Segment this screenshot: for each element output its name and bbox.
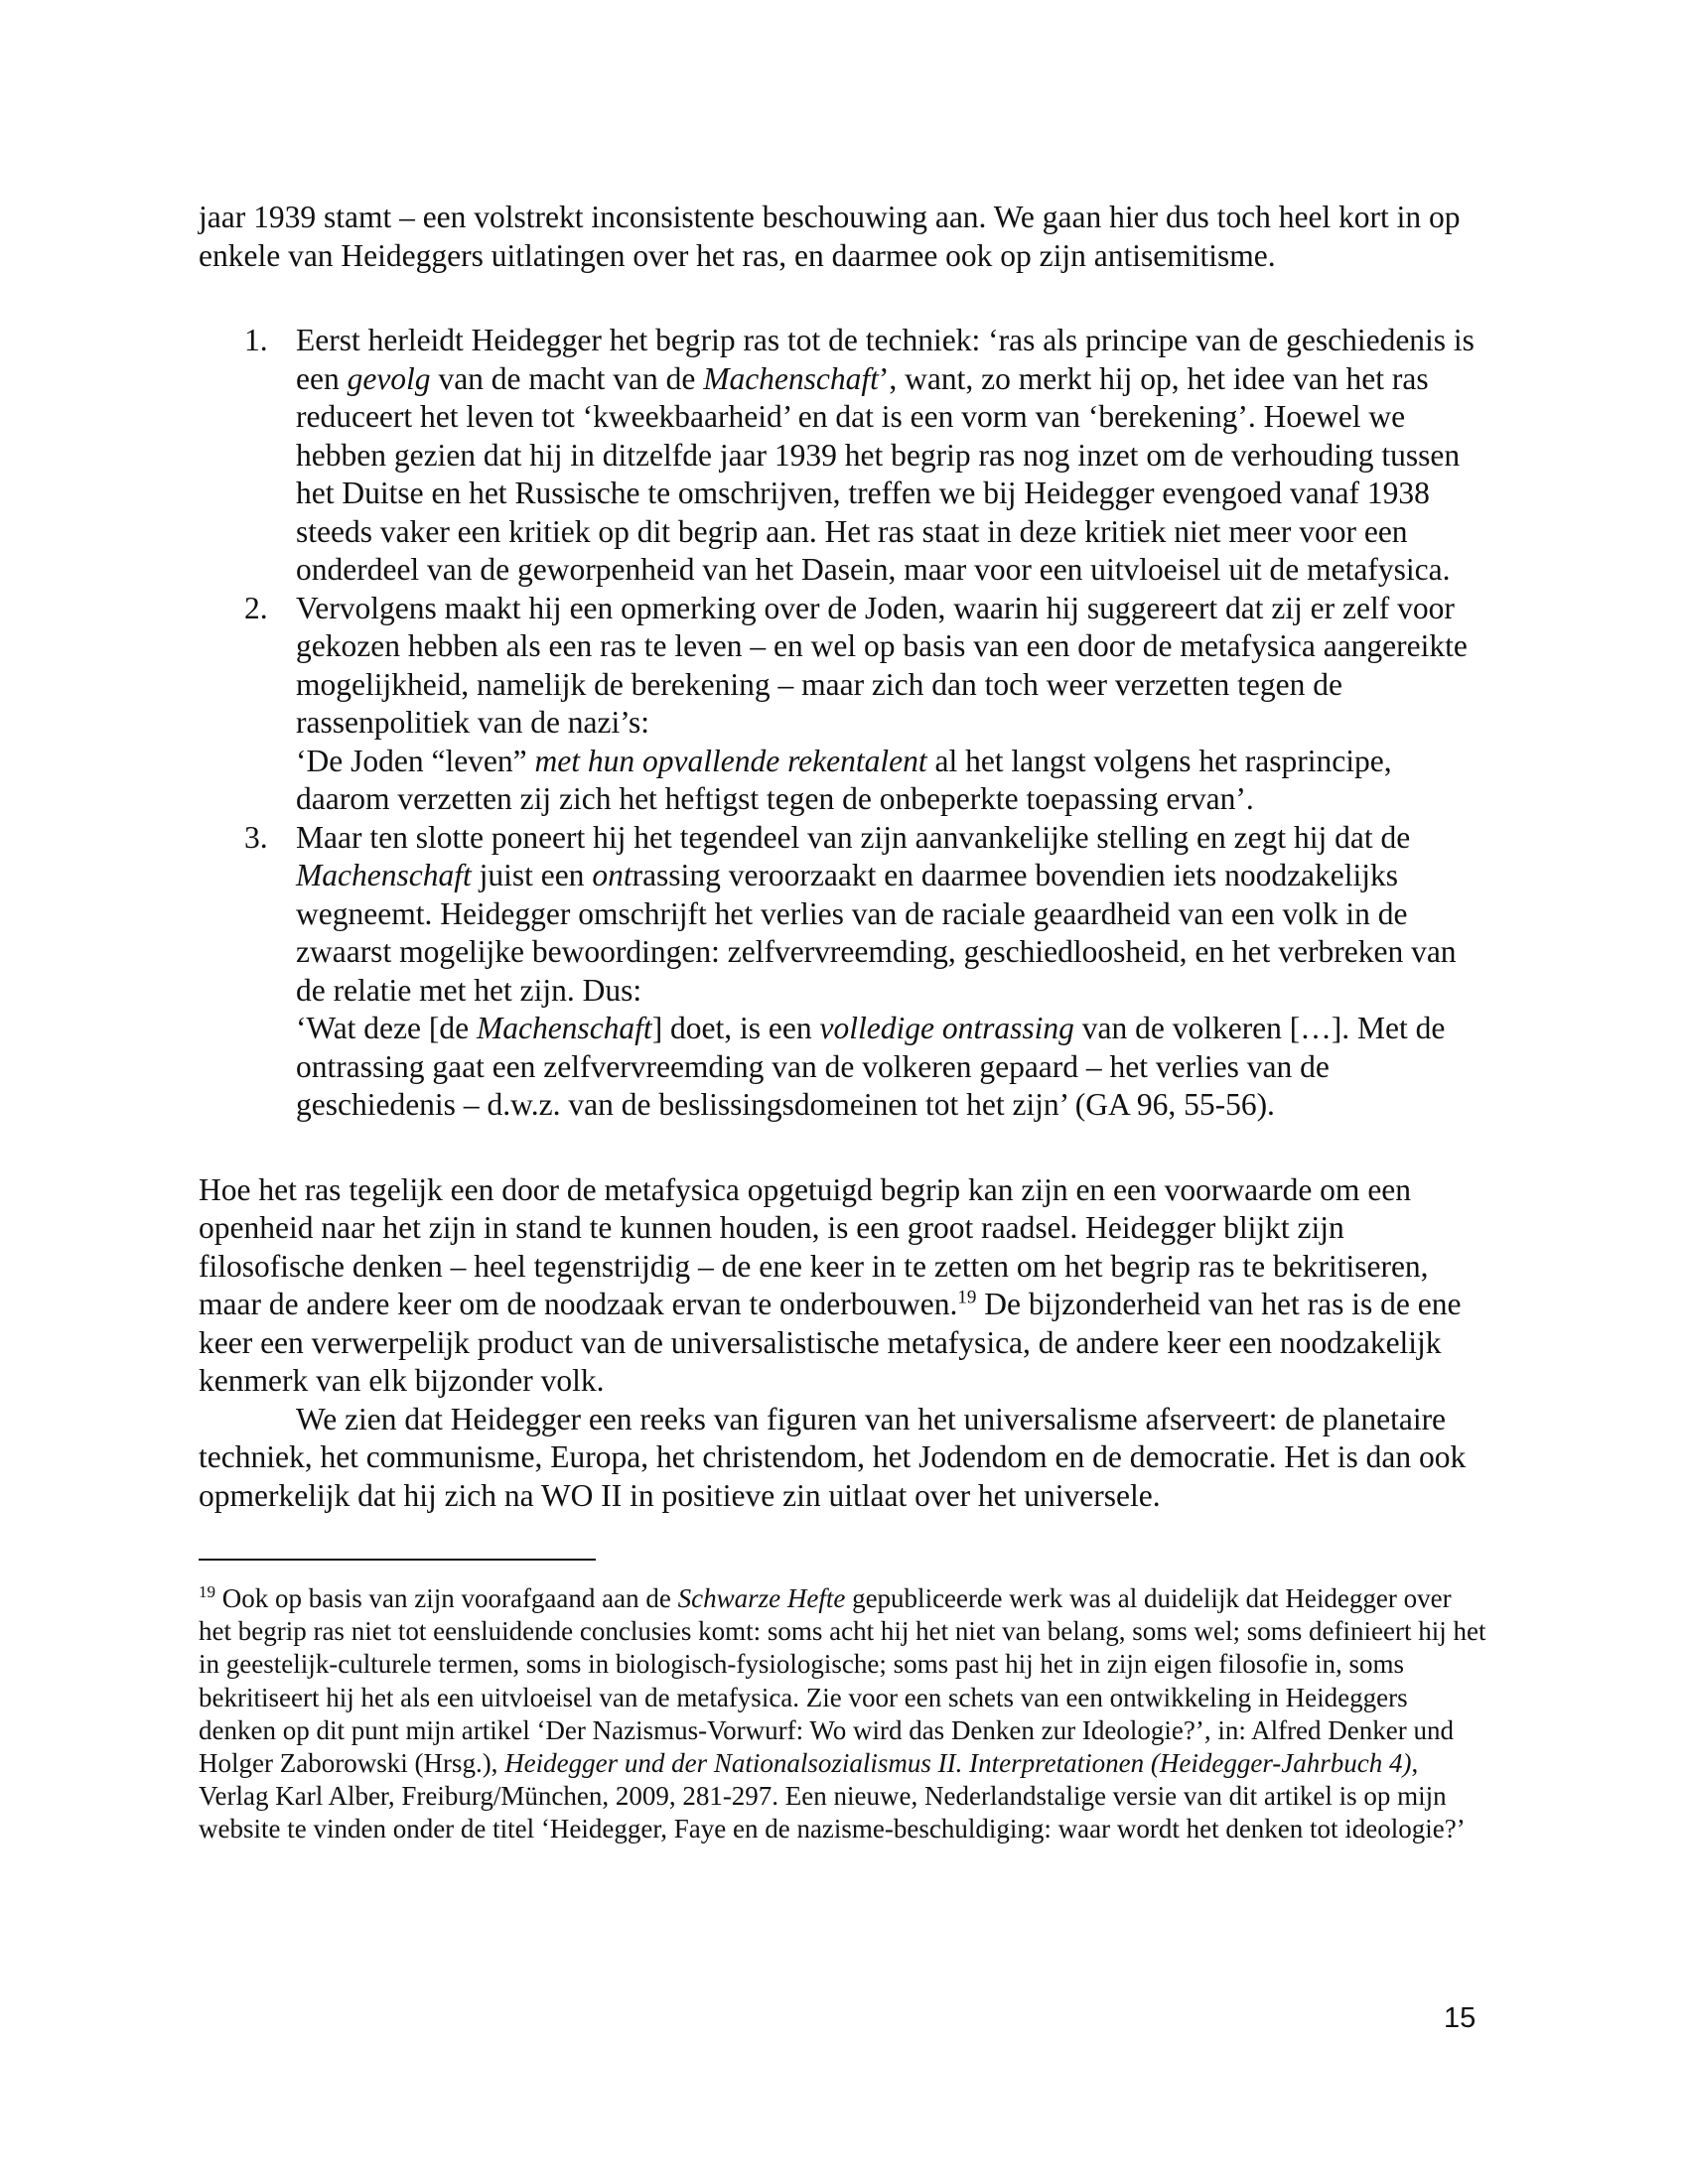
emphasis-text: met hun opvallende rekentalent	[534, 743, 927, 778]
page-content	[199, 199, 1489, 1846]
list-item-number: 2.	[244, 590, 268, 625]
body-paragraph: We zien dat Heidegger een reeks van figuren van het universalisme afserveert: de planetaire techniek, het communisme, Europa, het christendom, het Jodendom en de democratie. Het is dan ook opmerkelijk dat hij zich na WO II in positieve zin uitlaat over het universele.	[199, 1401, 1467, 1513]
quote-text: ] doet, is een	[651, 1011, 820, 1045]
emphasis-text: Schwarze Hefte	[677, 1583, 846, 1613]
footnote	[199, 1582, 1489, 1846]
footnote-reference[interactable]: 19	[957, 1287, 977, 1308]
body-paragraph	[199, 1171, 1489, 1401]
emphasis-text: ont	[592, 858, 633, 892]
emphasis-text: gevolg	[347, 360, 431, 396]
quote-text: al het langst volgens het rasprincipe, daarom verzetten zij zich het heftigst tegen de onbeperkte toepassing ervan’.	[296, 743, 1392, 816]
paragraph-text: De bijzonderheid van het ras is de ene keer een verwerpelijk product van de universalistische metafysica, de andere keer een noodzakelijk kenmerk van elk bijzonder volk.	[199, 1287, 1462, 1398]
footnote-divider	[199, 1559, 596, 1561]
list-item-text: Eerst herleidt Heidegger het begrip ras tot de techniek: ‘ras als principe van de geschiedenis is een	[296, 323, 1475, 396]
list-item-text: juist een	[471, 858, 593, 892]
list-item-number: 1.	[244, 323, 268, 357]
footnote-text: , Verlag Karl Alber, Freiburg/München, 2009, 281-297. Een nieuwe, Nederlandstalige versie van dit artikel is op mijn website te vinden onder de titel ‘Heidegger, Faye en de nazisme-beschuldiging: waar wordt het denken tot ideologie?’	[199, 1748, 1466, 1844]
emphasis-text: Machenschaft	[703, 360, 879, 396]
list-item-number: 3.	[244, 819, 268, 855]
emphasis-text: volledige ontrassing	[819, 1011, 1074, 1045]
intro-paragraph: jaar 1939 stamt – een volstrekt inconsistente beschouwing aan. We gaan hier dus toch heel kort in op enkele van Heideggers uitlatingen over het ras, en daarmee ook op zijn antisemitisme.	[199, 200, 1461, 273]
page-number: 15	[1444, 2002, 1477, 2034]
emphasis-text: Machenschaft	[476, 1011, 652, 1045]
footnote-text: gepubliceerde werk was al duidelijk dat Heidegger over het begrip ras niet tot eensluidende conclusies komt: soms acht hij het niet van belang, soms wel; soms definieert hij het in geestelijk-culturele termen, soms in biologisch-fysiologische; soms past hij het in zijn eigen filosofie in, soms bekritiseert hij het als een uitvloeisel van de metafysica. Zie voor een schets van een ontwikkeling in Heideggers denken op dit punt mijn artikel ‘Der Nazismus-Vorwurf: Wo wird das Denken zur Ideologie?’, in: Alfred Denker und Holger Zaborowski (Hrsg.),	[199, 1583, 1486, 1779]
quote-text: ‘De Joden “leven”	[296, 743, 535, 778]
emphasis-text: Heidegger und der Nationalsozialismus II. Interpretationen (Heidegger-Jahrbuch 4)	[504, 1748, 1412, 1779]
emphasis-text: Machenschaft	[296, 858, 472, 892]
quote-text: van de volkeren […]. Met de ontrassing gaat een zelfvervreemding van de volkeren gepaard – het verlies van de geschiedenis – d.w.z. van de beslissingsdomeinen tot het zijn’ (GA 96, 55-56).	[296, 1011, 1446, 1122]
block-quote	[296, 743, 1489, 819]
list-item-text: van de macht van de	[430, 360, 704, 396]
block-quote	[296, 1010, 1489, 1125]
footnote-number: 19	[199, 1582, 215, 1601]
quote-text: ‘Wat deze [de	[296, 1011, 477, 1045]
list-item-text: Maar ten slotte poneert hij het tegendeel van zijn aanvankelijke stelling en zegt hij dat de	[296, 819, 1411, 855]
list-item-text: Vervolgens maakt hij een opmerking over de Joden, waarin hij suggereert dat zij er zelf voor gekozen hebben als een ras te leven – en wel op basis van een door de metafysica aangereikte mogelijkheid, namelijk de berekening – maar zich dan toch weer verzetten tegen de rassenpolitiek van de nazi’s:	[296, 590, 1468, 740]
list-item-text: rassing veroorzaakt en daarmee bovendien iets noodzakelijks wegneemt. Heidegger omschrijft het verlies van de raciale geaardheid van een volk in de zwaarst mogelijke bewoordingen: zelfvervreemding, geschiedloosheid, en het verbreken van de relatie met het zijn. Dus:	[296, 858, 1457, 1008]
list-item	[244, 590, 1489, 819]
numbered-list	[199, 322, 1489, 1125]
list-item	[244, 819, 1489, 1125]
list-item-text: ’, want, zo merkt hij op, het idee van het ras reduceert het leven tot ‘kweekbaarheid’ en dat is een vorm van ‘berekening’. Hoewel we hebben gezien dat hij in ditzelfde jaar 1939 het begrip ras nog inzet om de verhouding tussen het Duitse en het Russische te omschrijven, treffen we bij Heidegger evengoed vanaf 1938 steeds vaker een kritiek op dit begrip aan. Het ras staat in deze kritiek niet meer voor een onderdeel van de geworpenheid van het Dasein, maar voor een uitvloeisel uit de metafysica.	[296, 360, 1461, 587]
list-item	[244, 322, 1489, 590]
footnote-text: Ook op basis van zijn voorafgaand aan de	[215, 1583, 678, 1613]
paragraph-text: Hoe het ras tegelijk een door de metafysica opgetuigd begrip kan zijn en een voorwaarde om een openheid naar het zijn in stand te kunnen houden, is een groot raadsel. Heidegger blijkt zijn filosofische denken – heel tegenstrijdig – de ene keer in te zetten om het begrip ras te bekritiseren, maar de andere keer om de noodzaak ervan te onderbouwen.	[199, 1171, 1429, 1321]
